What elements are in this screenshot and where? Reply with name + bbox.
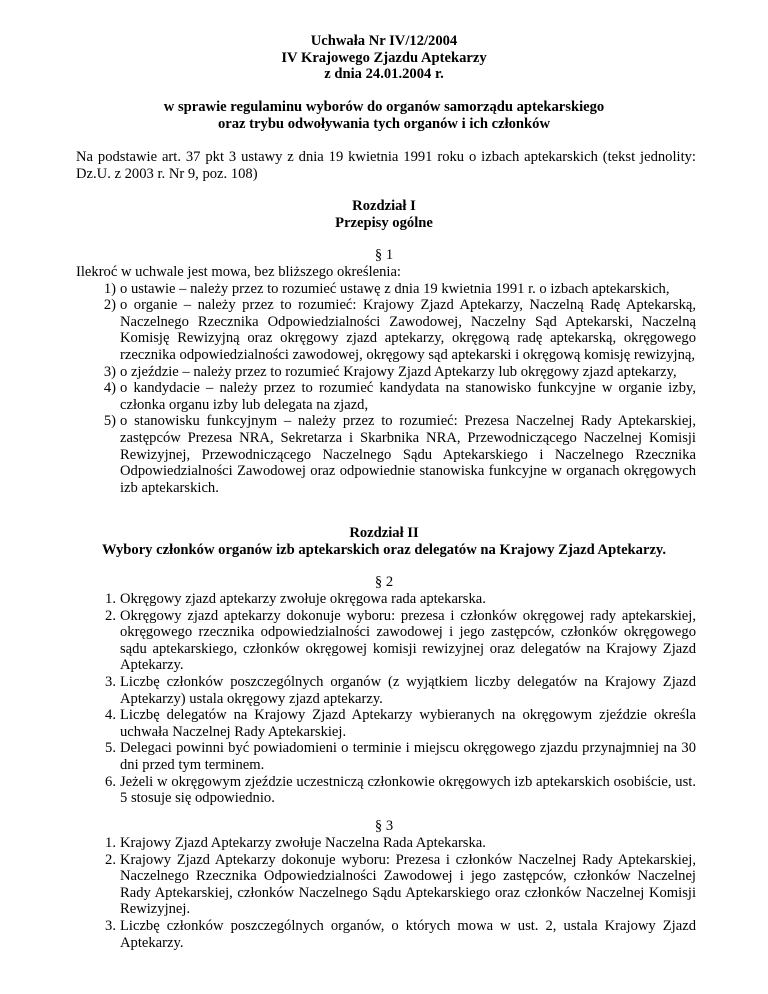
list-item-text: Liczbę członków poszczególnych organów (z wyjątkiem liczby delegatów na Krajowy Zjazd Aptekarzy) ustala okręgowy zjazd aptekarzy. xyxy=(120,673,696,707)
definitions-intro: Ilekroć w uchwale jest mowa, bez bliższego określenia: xyxy=(76,264,401,280)
list-item-number: 5. xyxy=(105,740,116,757)
list-item-number: 1) xyxy=(103,280,116,297)
list-item-text: Liczbę członków poszczególnych organów, o których mowa w ust. 2, ustala Krajowy Zjazd Aptekarzy. xyxy=(120,917,696,951)
section-3-list xyxy=(76,835,696,951)
chapter-1-heading xyxy=(0,198,768,231)
list-item xyxy=(76,413,696,496)
list-item xyxy=(76,297,696,363)
chapter-2-number: Rozdział II xyxy=(349,525,419,541)
list-item-text: o stanowisku funkcyjnym – należy przez to rozumieć: Prezesa Naczelnej Rady Aptekarskiej, zastępców Prezesa NRA, Sekretarza i Skarbnika NRA, Przewodniczącego Naczelnej Komisji Rewizyjnej, Przewodniczącego Naczelnego Sądu Aptekarskiego i Naczelnego Rzecznika Odpowiedzialności Zawodowej oraz odpowiednie stanowiska funkcyjne w organach okręgowych izb aptekarskich. xyxy=(120,413,696,496)
list-item-text: Delegaci powinni być powiadomieni o terminie i miejscu okręgowego zjazdu przynajmniej na 30 dni przed tym terminem. xyxy=(120,740,696,773)
definitions-list xyxy=(76,281,696,497)
list-item xyxy=(76,918,696,951)
list-item-text: Krajowy Zjazd Aptekarzy dokonuje wyboru: Prezesa i członków Naczelnej Rady Aptekarskiej, Naczelnego Rzecznika Odpowiedzialności Zawodowej i jego zastępców, członków Naczelnej Rady Aptekarskiej, członków Naczelnego Sądu Aptekarskiego oraz członków Naczelnej Komisji Rewizyjnej. xyxy=(120,851,696,918)
section-2-content xyxy=(76,591,696,807)
list-item xyxy=(76,380,696,413)
chapter-1-number: Rozdział I xyxy=(352,198,416,214)
list-item-number: 1. xyxy=(105,835,116,851)
list-item xyxy=(76,774,696,807)
legal-basis: Na podstawie art. 37 pkt 3 ustawy z dnia 19 kwietnia 1991 roku o izbach aptekarskich (tekst jednolity: Dz.U. z 2003 r. Nr 9, poz. 108) xyxy=(76,149,696,182)
resolution-title-block xyxy=(0,33,768,83)
section-1-content xyxy=(76,264,696,496)
list-item-text: Krajowy Zjazd Aptekarzy zwołuje Naczelna Rada Aptekarska. xyxy=(120,835,486,851)
list-item xyxy=(76,591,696,608)
list-item xyxy=(76,364,696,381)
list-item xyxy=(76,608,696,674)
list-item-number: 3. xyxy=(105,673,116,690)
section-3-marker: § 3 xyxy=(374,818,394,834)
list-item-number: 2) xyxy=(103,297,116,314)
list-item-text: Okręgowy zjazd aptekarzy zwołuje okręgowa rada aptekarska. xyxy=(120,591,486,607)
list-item xyxy=(76,707,696,740)
resolution-body: IV Krajowego Zjazdu Aptekarzy xyxy=(281,49,487,66)
list-item xyxy=(76,281,696,298)
list-item xyxy=(76,674,696,707)
list-item xyxy=(76,835,696,852)
list-item-text: o ustawie – należy przez to rozumieć ustawę z dnia 19 kwietnia 1991 r. o izbach aptekarskich, xyxy=(120,280,670,297)
resolution-date: z dnia 24.01.2004 r. xyxy=(324,66,444,83)
section-1-marker: § 1 xyxy=(374,247,394,263)
list-item-text: Jeżeli w okręgowym zjeździe uczestniczą członkowie okręgowych izb aptekarskich osobiście, ust. 5 stosuje się odpowiednio. xyxy=(120,773,696,807)
list-item-number: 2. xyxy=(105,607,116,624)
list-item-number: 4) xyxy=(103,380,116,397)
list-item-number: 3) xyxy=(103,363,116,380)
list-item-text: o organie – należy przez to rozumieć: Krajowy Zjazd Aptekarzy, Naczelną Radę Aptekarską, Naczelnego Rzecznika Odpowiedzialności Zawodowej, Naczelny Sąd Aptekarski, Naczelną Komisję Rewizyjną oraz okręgowy zjazd aptekarzy, okręgową radę aptekarską, okręgowego rzecznika odpowiedzialności zawodowej, okręgowy sąd aptekarski i okręgową komisję rewizyjną, xyxy=(120,297,696,363)
list-item-text: o kandydacie – należy przez to rozumieć kandydata na stanowisko funkcyjne w organie izby, członka organu izby lub delegata na zjazd, xyxy=(120,380,696,413)
section-2-list xyxy=(76,591,696,807)
resolution-subject xyxy=(0,99,768,132)
list-item-number: 3. xyxy=(105,917,116,934)
list-item-number: 2. xyxy=(105,851,116,868)
list-item-text: o zjeździe – należy przez to rozumieć Krajowy Zjazd Aptekarzy lub okręgowy zjazd aptekarzy, xyxy=(120,363,677,380)
list-item-number: 5) xyxy=(103,413,116,430)
section-2-marker: § 2 xyxy=(374,574,394,590)
resolution-number: Uchwała Nr IV/12/2004 xyxy=(310,33,458,49)
list-item xyxy=(76,852,696,918)
list-item-number: 4. xyxy=(105,707,116,724)
list-item-number: 6. xyxy=(105,773,116,790)
subject-line-2: oraz trybu odwoływania tych organów i ich członków xyxy=(217,115,550,132)
chapter-1-title: Przepisy ogólne xyxy=(335,214,433,231)
chapter-2-title: Wybory członków organów izb aptekarskich oraz delegatów na Krajowy Zjazd Aptekarzy. xyxy=(101,541,667,558)
list-item-text: Liczbę delegatów na Krajowy Zjazd Aptekarzy wybieranych na okręgowym zjeździe określa uchwała Naczelnej Rady Aptekarskiej. xyxy=(120,707,696,740)
list-item-number: 1. xyxy=(105,591,116,607)
section-3-content xyxy=(76,835,696,951)
chapter-2-heading xyxy=(0,525,768,558)
list-item xyxy=(76,740,696,773)
list-item-text: Okręgowy zjazd aptekarzy dokonuje wyboru: prezesa i członków okręgowej rady aptekarskiej, okręgowego rzecznika odpowiedzialności zawodowej i jego zastępców, członków okręgowego sądu aptekarskiego, członków okręgowej komisji rewizyjnej oraz delegatów na Krajowy Zjazd Aptekarzy. xyxy=(120,607,696,674)
subject-line-1: w sprawie regulaminu wyborów do organów samorządu aptekarskiego xyxy=(163,99,605,115)
